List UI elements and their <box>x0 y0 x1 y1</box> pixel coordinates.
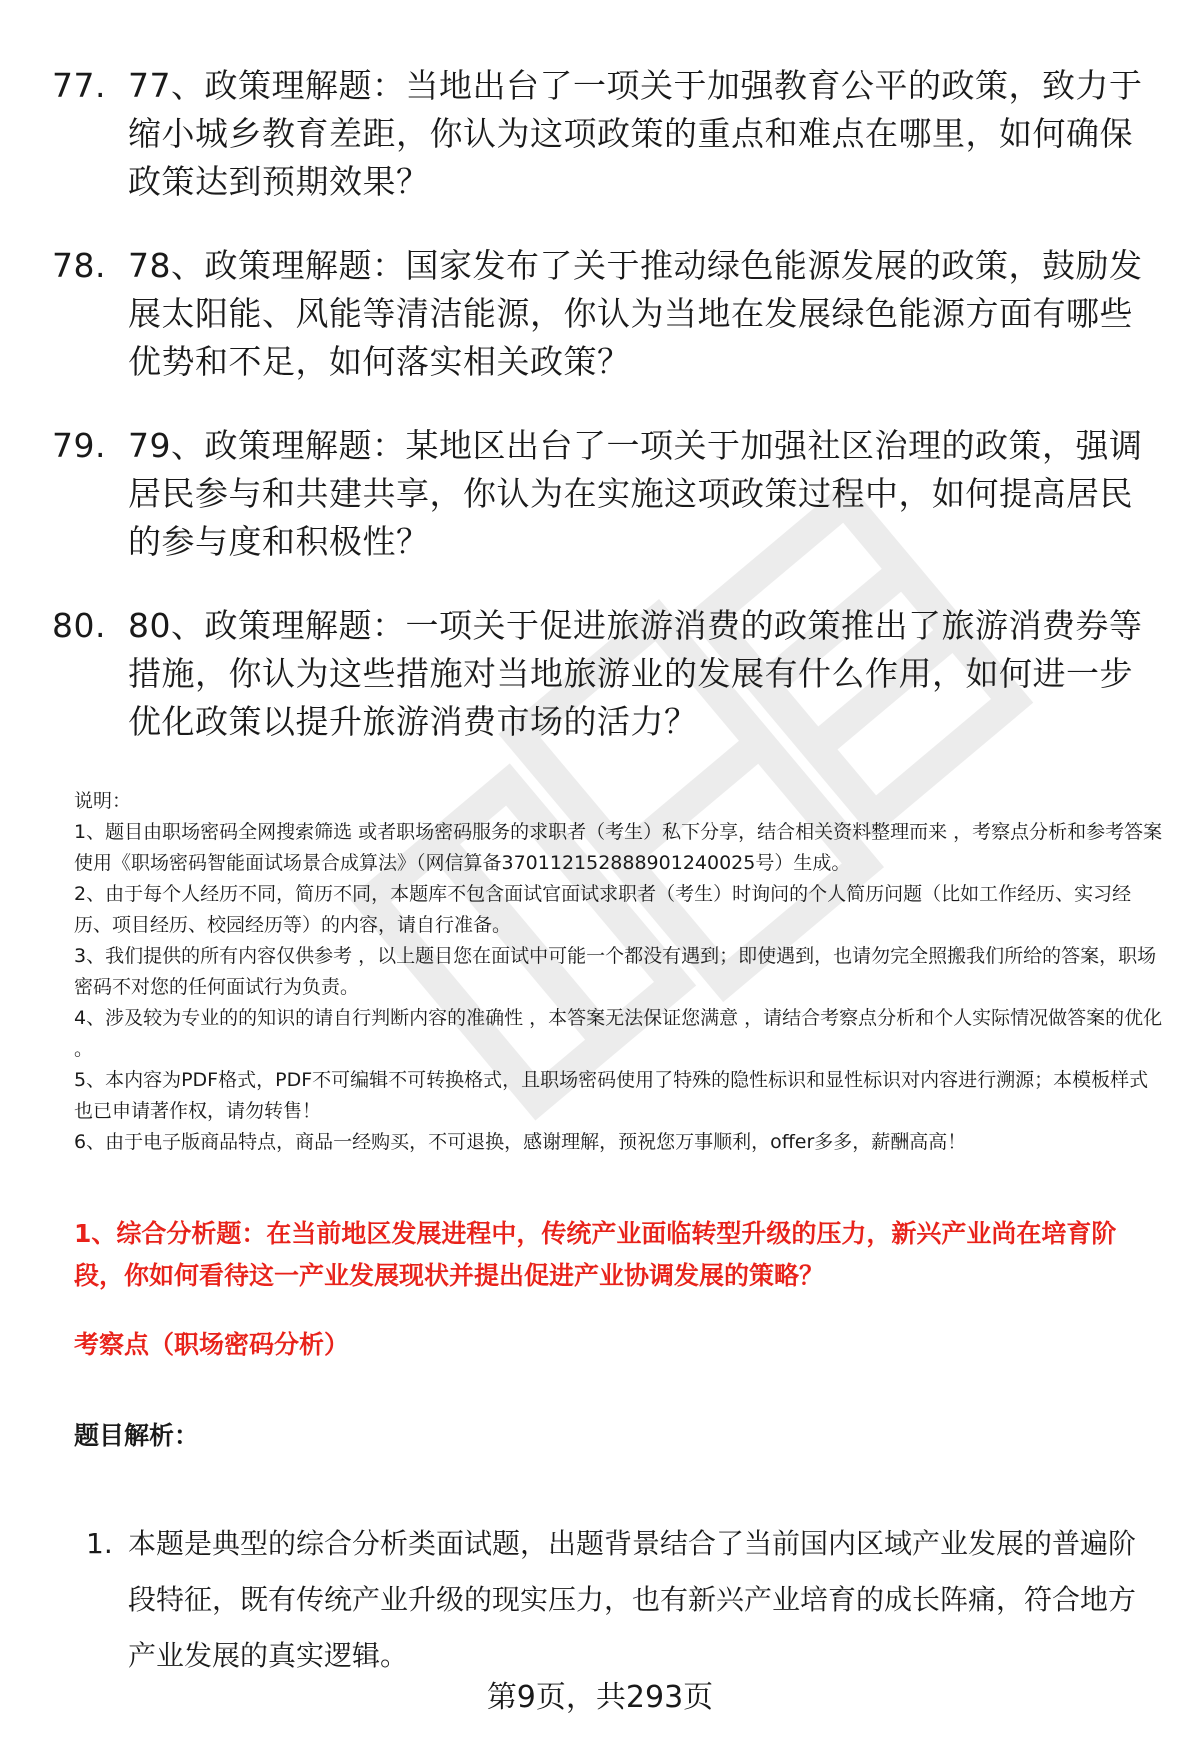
question-text: 80、政策理解题：一项关于促进旅游消费的政策推出了旅游消费券等措施，你认为这些措施对当地旅游业的发展有什么作用，如何进一步优化政策以提升旅游消费市场的活力？ <box>128 606 1143 741</box>
note-item: 5、本内容为PDF格式，PDF不可编辑不可转换格式，且职场密码使用了特殊的隐性标识和显性标识对内容进行溯源；本模板样式也已申请著作权，请勿转售！ <box>74 1069 1149 1122</box>
note-item: 4、涉及较为专业的的知识的请自行判断内容的准确性 ，本答案无法保证您满意 ，请结合考察点分析和个人实际情况做答案的优化 。 <box>74 1007 1163 1060</box>
analysis-label: 题目解析： <box>74 1421 200 1450</box>
question-text: 79、政策理解题：某地区出台了一项关于加强社区治理的政策，强调居民参与和共建共享，你认为在实施这项政策过程中，如何提高居民的参与度和积极性？ <box>128 426 1143 561</box>
question-number: 79. <box>52 426 106 465</box>
question-number: 78. <box>52 246 106 285</box>
note-item: 3、我们提供的所有内容仅供参考 ，以上题目您在面试中可能一个都没有遇到；即使遇到，也请勿完全照搬我们所给的答案，职场密码不对您的任何面试行为负责。 <box>74 945 1157 998</box>
question-number: 77. <box>52 66 106 105</box>
note-item: 2、由于每个人经历不同，简历不同，本题库不包含面试官面试求职者（考生）时询问的个人简历问题（比如工作经历、实习经历、项目经历、校园经历等）的内容，请自行准备。 <box>74 883 1132 936</box>
question-headline: 1、综合分析题：在当前地区发展进程中，传统产业面临转型升级的压力，新兴产业尚在培育阶段，你如何看待这一产业发展现状并提出促进产业协调发展的策略？ <box>74 1219 1117 1290</box>
notes-title: 说明： <box>74 790 132 812</box>
question-item <box>52 62 1152 206</box>
analysis-item <box>86 1516 1146 1684</box>
question-item <box>52 602 1152 746</box>
analysis-list <box>86 1516 1146 1684</box>
notes-section <box>74 786 1164 1158</box>
question-item <box>52 242 1152 386</box>
analysis-number: 1. <box>86 1527 113 1560</box>
question-number: 80. <box>52 606 106 645</box>
analysis-text: 本题是典型的综合分析类面试题，出题背景结合了当前国内区域产业发展的普遍阶段特征，既有传统产业升级的现实压力，也有新兴产业培育的成长阵痛，符合地方产业发展的真实逻辑。 <box>128 1527 1137 1672</box>
question-text: 77、政策理解题：当地出台了一项关于加强教育公平的政策，致力于缩小城乡教育差距，你认为这项政策的重点和难点在哪里，如何确保政策达到预期效果？ <box>128 66 1143 201</box>
page-footer: 第9页，共293页 <box>486 1680 714 1715</box>
question-list <box>52 62 1152 782</box>
note-item: 6、由于电子版商品特点，商品一经购买，不可退换，感谢理解，预祝您万事顺利，offer多多，薪酬高高！ <box>74 1131 967 1153</box>
question-text: 78、政策理解题：国家发布了关于推动绿色能源发展的政策，鼓励发展太阳能、风能等清洁能源，你认为当地在发展绿色能源方面有哪些优势和不足，如何落实相关政策？ <box>128 246 1143 381</box>
question-item <box>52 422 1152 566</box>
note-item: 1、题目由职场密码全网搜索筛选 或者职场密码服务的求职者（考生）私下分享，结合相关资料整理而来 ，考察点分析和参考答案使用《职场密码智能面试场景合成算法》（网信算备370112152888901240025号）生成。 <box>74 821 1163 874</box>
assessment-heading: 考察点（职场密码分析） <box>74 1330 350 1359</box>
